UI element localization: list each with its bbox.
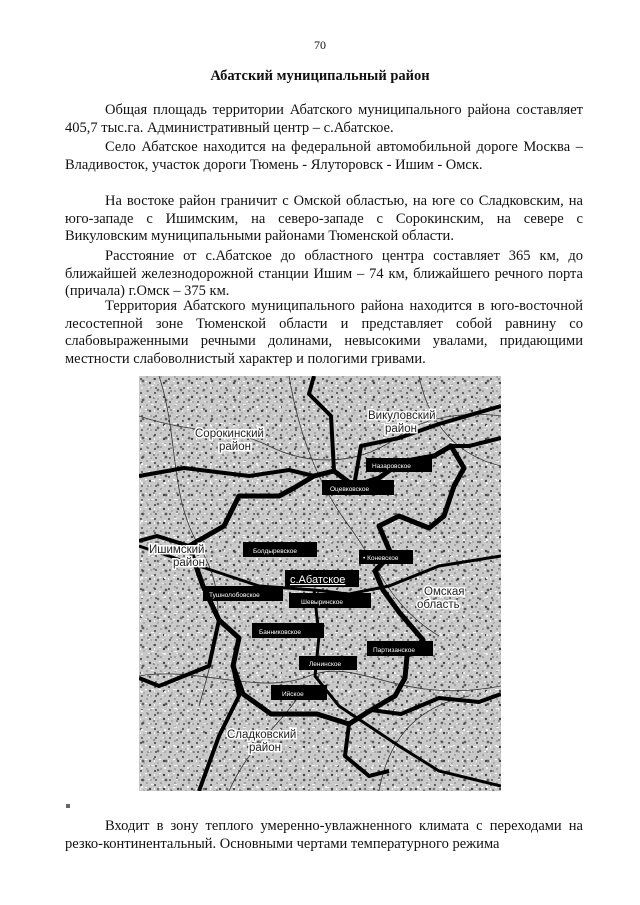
scan-dot bbox=[66, 804, 70, 808]
settlement-nazarovskoe bbox=[366, 458, 432, 472]
label-vikulovsky-1: Викуловский bbox=[368, 410, 436, 422]
paragraph-location: Село Абатское находится на федеральной автомобильной дороге Москва – Владивосток, участок дороги Тюмень - Ялуторовск - Ишим - Омск. bbox=[65, 139, 583, 173]
settlement-abatskoe-label: с.Абатское bbox=[290, 574, 346, 586]
paragraph-distances: Расстояние от с.Абатское до областного центра составляет 365 км, до ближайшей железнодорожной станции Ишим – 74 км, ближайшего речного порта (причала) г.Омск – 375 км. bbox=[65, 248, 583, 299]
settlement-partizanskoe-label: Партизанское bbox=[373, 647, 415, 654]
label-omskaya-2: область bbox=[417, 599, 460, 611]
district-map-svg bbox=[139, 376, 501, 791]
settlement-iskoe-label: Ийское bbox=[282, 691, 304, 698]
settlement-otsechkovskoe bbox=[322, 480, 394, 495]
settlement-nazarovskoe-label: Назаровское bbox=[372, 463, 411, 470]
settlement-tushnolobovskoe-label: Тушнолобовское bbox=[209, 592, 260, 599]
settlement-leninskoe bbox=[299, 656, 357, 670]
settlement-tushnolobovskoe bbox=[203, 586, 283, 601]
settlement-otsechkovskoe-label: Оцевковское bbox=[330, 486, 370, 493]
page-title: Абатский муниципальный район bbox=[210, 68, 430, 84]
settlement-konevskoe-label: • Коневское bbox=[363, 555, 399, 562]
label-sorokinsky-1: Сорокинский bbox=[195, 428, 264, 440]
paragraph-area: Общая площадь территории Абатского муниципального района составляет 405,7 тыс.га. Административный центр – с.Абатское. bbox=[65, 102, 583, 136]
label-vikulovsky-2: район bbox=[385, 423, 417, 435]
settlement-partizanskoe bbox=[367, 641, 433, 656]
settlement-boldyrevskoe bbox=[243, 542, 317, 557]
label-sorokinsky-2: район bbox=[219, 441, 251, 453]
label-ishimsky-2: район bbox=[173, 557, 205, 569]
settlement-leninskoe-label: Ленинское bbox=[309, 661, 342, 668]
paragraph-borders: На востоке район граничит с Омской областью, на юге со Сладковским, на юго-западе с Ишимским, на северо-западе с Сорокинским, на севере с Викуловским муниципальными районами Тюменской области. bbox=[65, 193, 583, 244]
settlement-shevyrinskoe-label: Шевыринское bbox=[301, 599, 343, 606]
settlement-iskoe bbox=[271, 685, 327, 700]
label-ishimsky-1: Ишимский bbox=[149, 544, 205, 556]
settlement-boldyrevskoe-label: Болдыревское bbox=[253, 548, 298, 555]
label-omskaya-1: Омская bbox=[424, 586, 465, 598]
settlement-shevyrinskoe bbox=[289, 593, 371, 608]
settlement-bannikovskoe bbox=[252, 623, 324, 638]
settlement-bannikovskoe-label: Банниковское bbox=[259, 629, 301, 636]
label-sladkovsky-2: район bbox=[249, 742, 281, 754]
settlement-abatskoe-center bbox=[285, 570, 359, 587]
paragraph-climate: Входит в зону теплого умеренно-увлажненного климата с переходами на резко-континентальный. Основными чертами температурного режима bbox=[65, 818, 583, 852]
page-number: 70 bbox=[314, 38, 326, 52]
label-sladkovsky-1: Сладковский bbox=[227, 729, 297, 741]
district-map bbox=[139, 376, 501, 791]
paragraph-terrain: Территория Абатского муниципального района находится в юго-восточной лесостепной зоне Тюменской области и представляет собой равнину со слабовыраженными речными долинами, невысокими увалами, придающими местности слабоволнистый характер и пологими гривами. bbox=[65, 298, 583, 367]
settlement-konevskoe bbox=[359, 550, 413, 564]
